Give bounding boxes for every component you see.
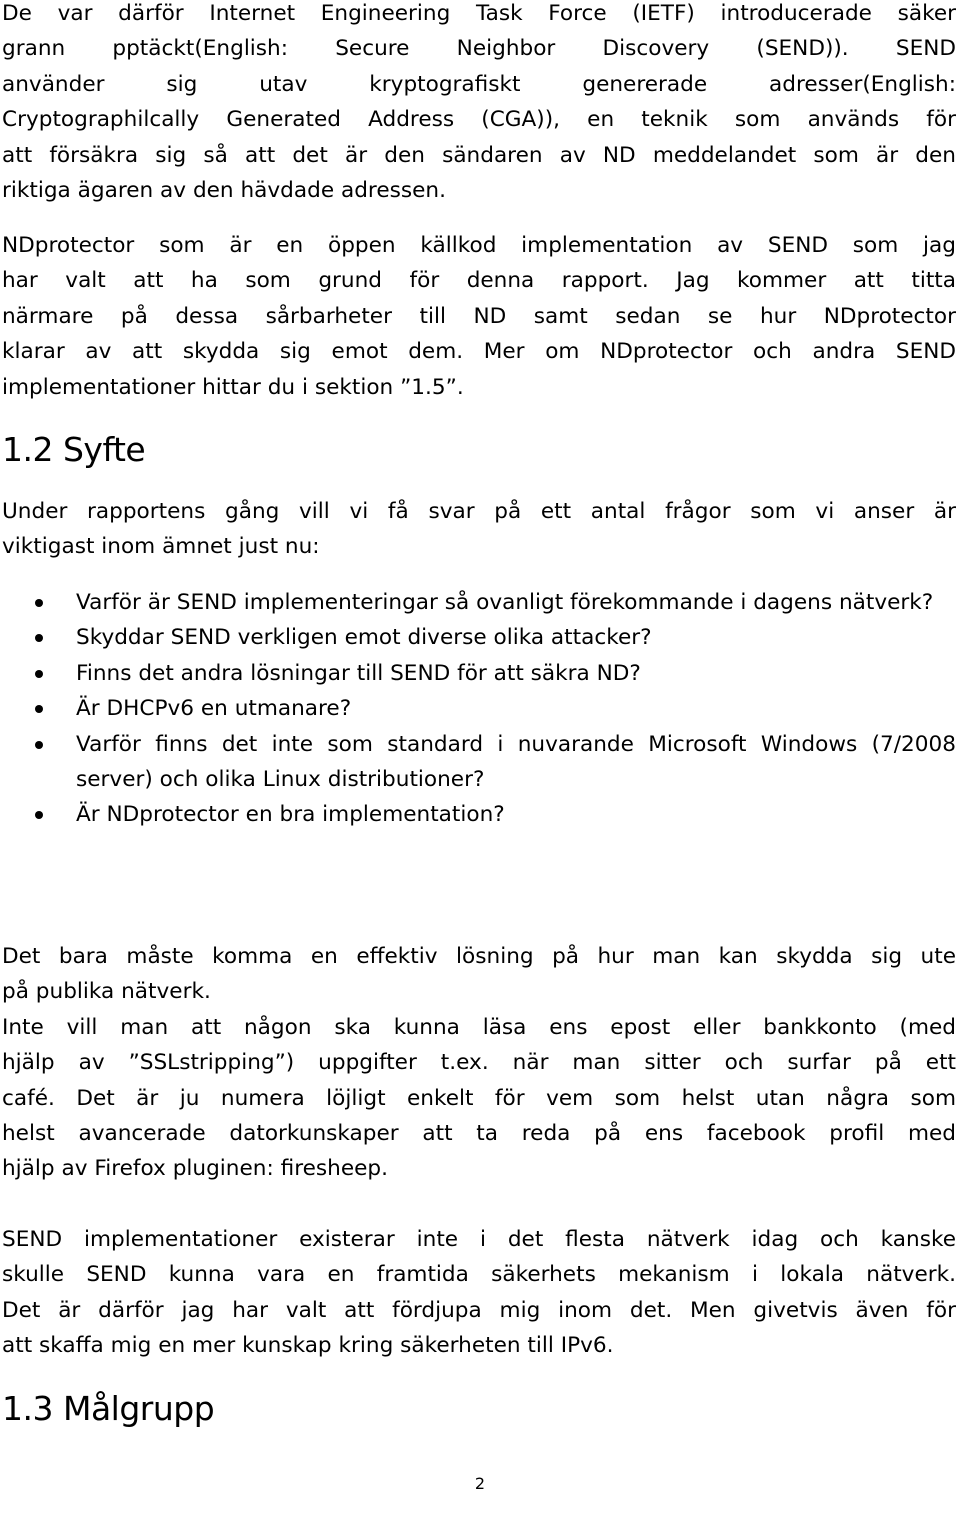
text-line: hjälp av Firefox pluginen: firesheep.	[2, 1156, 388, 1182]
bullet-icon	[35, 811, 43, 819]
text-line: SEND implementationer existerar inte i det flesta nätverk idag och kanske	[2, 1227, 956, 1252]
text-line: på publika nätverk.	[2, 979, 211, 1005]
text-line: Under rapportens gång vill vi få svar på ett antal frågor som vi anser är	[2, 499, 956, 524]
text-line: närmare på dessa sårbarheter till ND samt sedan se hur NDprotector	[2, 303, 956, 329]
text-line: De var därför Internet Engineering Task Force (IETF) introducerade säker	[2, 1, 956, 26]
bullet-icon	[35, 670, 43, 678]
page-number: 2	[474, 1474, 486, 1493]
bullet-icon	[35, 634, 43, 642]
text-line: Det är därför jag har valt att fördjupa mig inom det. Men givetvis även för	[2, 1297, 956, 1323]
bullet-icon	[35, 705, 43, 713]
text-line: Cryptographilcally Generated Address (CGA)), en teknik som används för	[2, 107, 956, 133]
bullet-icon	[35, 741, 43, 749]
paragraph-motivation	[2, 939, 956, 1187]
bullet-icon	[35, 599, 43, 607]
text-line: café. Det är ju numera löjligt enkelt för vem som helst utan några som	[2, 1085, 956, 1111]
list-item	[0, 656, 958, 691]
text-line: NDprotector som är en öppen källkod implementation av SEND som jag	[2, 233, 956, 258]
list-item-text: Varför är SEND implementeringar så ovanligt förekommande i dagens nätverk?	[76, 590, 934, 615]
text-line: implementationer hittar du i sektion ”1.5”.	[2, 374, 464, 400]
list-item-text: Skyddar SEND verkligen emot diverse olika attacker?	[76, 625, 652, 651]
section-heading-malgrupp: 1.3 Målgrupp	[2, 1389, 215, 1428]
paragraph-questions-intro	[2, 494, 956, 565]
question-list	[0, 585, 958, 833]
text-line: klarar av att skydda sig emot dem. Mer om NDprotector och andra SEND	[2, 339, 956, 365]
text-line: skulle SEND kunna vara en framtida säkerhets mekanism i lokala nätverk.	[2, 1262, 956, 1288]
text-line: att försäkra sig så att det är den sändaren av ND meddelandet som är den	[2, 142, 956, 168]
list-item	[0, 620, 958, 655]
list-item-text: Är DHCPv6 en utmanare?	[76, 696, 352, 722]
list-item-text: Är NDprotector en bra implementation?	[76, 802, 505, 828]
text-line: helst avancerade datorkunskaper att ta reda på ens facebook profil med	[2, 1121, 956, 1147]
text-line: har valt att ha som grund för denna rapport. Jag kommer att titta	[2, 268, 956, 294]
list-item-text: Varför finns det inte som standard i nuvarande Microsoft Windows (7/2008 server) och olika Linux distributioner?	[76, 731, 956, 793]
text-line: riktiga ägaren av den hävdade adressen.	[2, 178, 446, 204]
list-item	[0, 585, 958, 620]
section-heading-syfte: 1.2 Syfte	[2, 430, 146, 469]
text-line: Det bara måste komma en effektiv lösning på hur man kan skydda sig ute	[2, 944, 956, 969]
text-line: hjälp av ”SSLstripping”) uppgifter t.ex. när man sitter och surfar på ett	[2, 1050, 956, 1076]
text-line: Inte vill man att någon ska kunna läsa ens epost eller bankkonto (med	[2, 1014, 956, 1040]
list-item	[0, 797, 958, 832]
list-item	[0, 727, 958, 798]
text-line: använder sig utav kryptografiskt genererade adresser(English:	[2, 71, 956, 97]
text-line: viktigast inom ämnet just nu:	[2, 534, 320, 560]
paragraph-send-future	[2, 1222, 956, 1364]
paragraph-send-intro	[2, 0, 956, 208]
list-item-text: Finns det andra lösningar till SEND för att säkra ND?	[76, 660, 641, 686]
paragraph-ndprotector	[2, 228, 956, 405]
text-line: att skaffa mig en mer kunskap kring säkerheten till IPv6.	[2, 1333, 614, 1359]
list-item	[0, 691, 958, 726]
text-line: grann pptäckt(English: Secure Neighbor Discovery (SEND)). SEND	[2, 36, 956, 62]
